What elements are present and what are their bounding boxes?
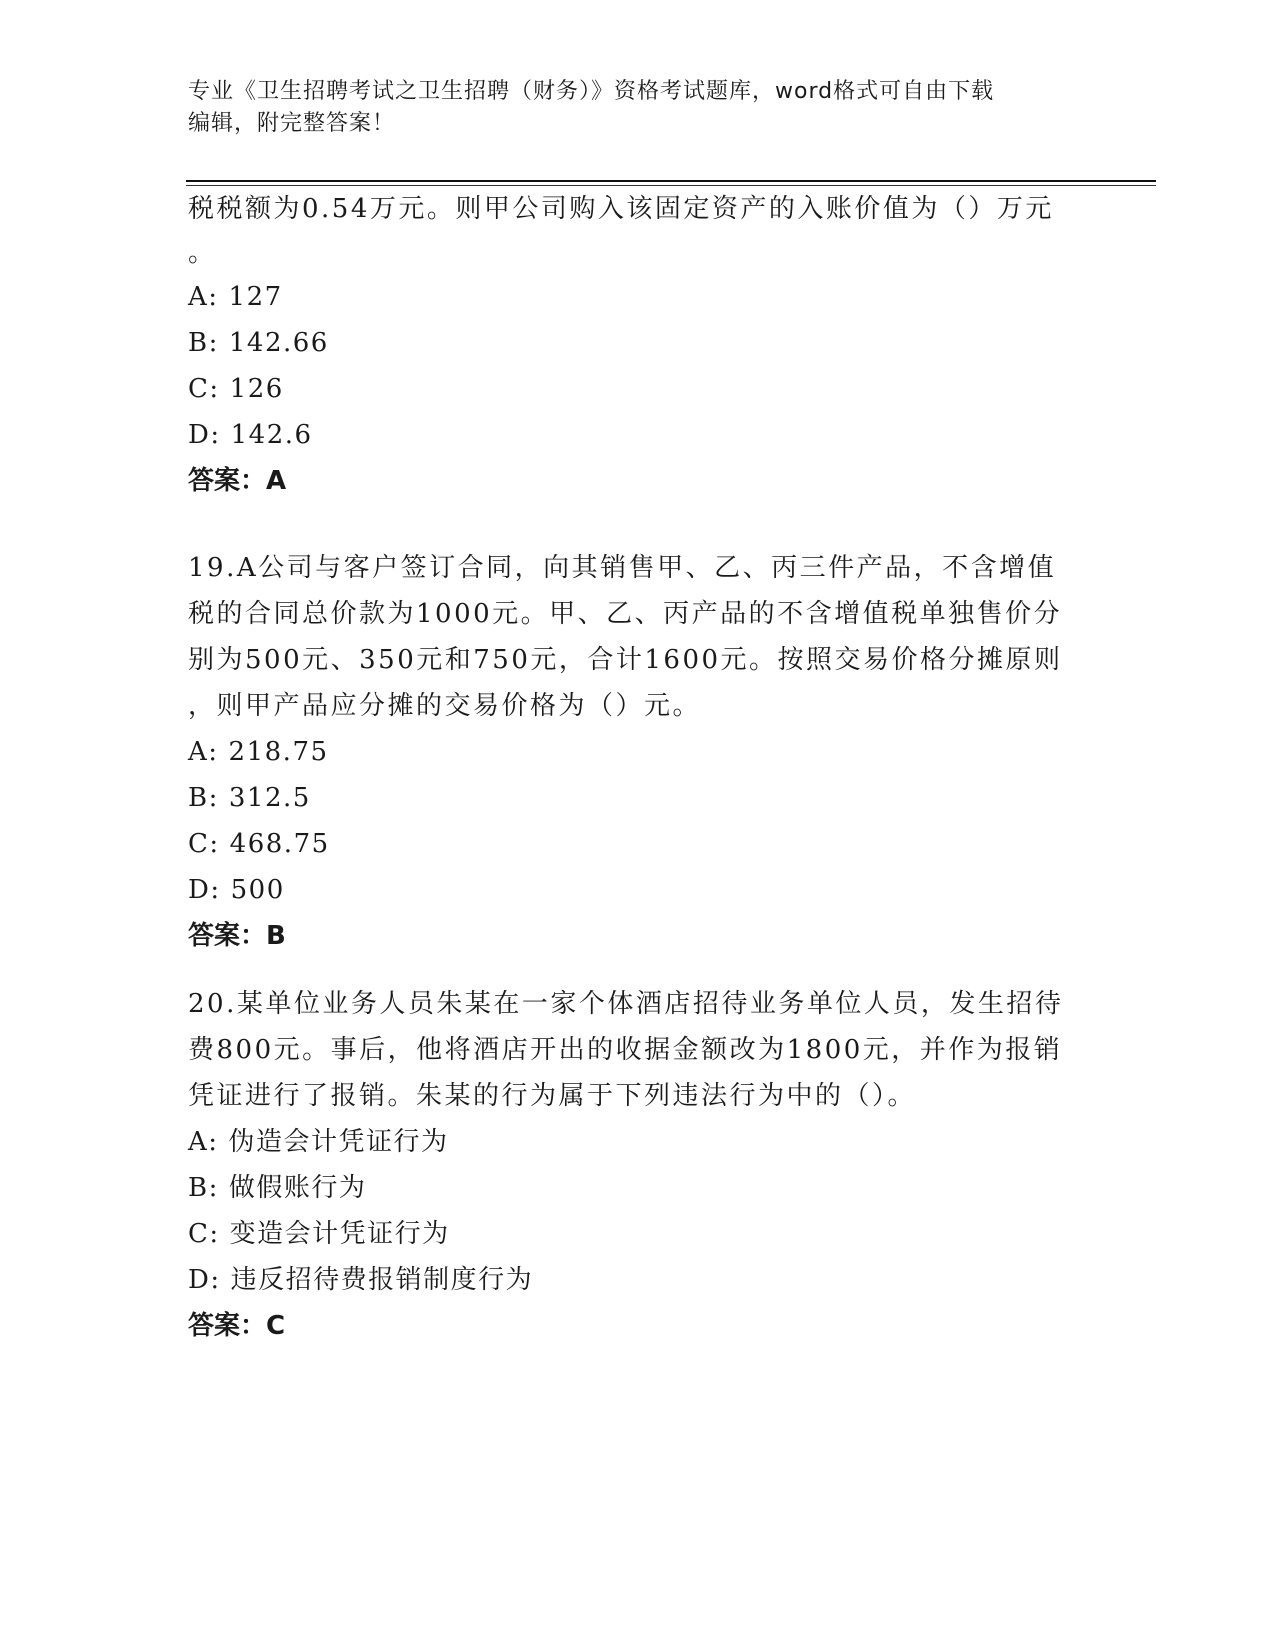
question-stem-line: 19.A公司与客户签订合同，向其销售甲、乙、丙三件产品，不含增值 [188,553,1057,583]
question-stem-line: 费800元。事后，他将酒店开出的收据金额改为1800元，并作为报销 [188,1035,1063,1065]
question-stem-line: 税的合同总价款为1000元。甲、乙、丙产品的不含增值税单独售价分 [188,599,1063,629]
option-a: A: 伪造会计凭证行为 [188,1127,449,1157]
option-a: A: 218.75 [188,737,329,767]
option-d: D: 500 [188,875,285,905]
option-c: C: 126 [188,374,284,404]
option-a: A: 127 [188,282,283,312]
question-stem-line: 凭证进行了报销。朱某的行为属于下列违法行为中的（）。 [188,1081,917,1111]
option-b: B: 142.66 [188,328,329,358]
question-stem-line: ，则甲产品应分摊的交易价格为（）元。 [188,691,702,721]
option-d: D: 违反招待费报销制度行为 [188,1265,534,1295]
header-divider-thick [186,180,1156,182]
answer-line: 答案：C [188,1311,286,1341]
option-d: D: 142.6 [188,420,313,450]
header-line-1: 专业《卫生招聘考试之卫生招聘（财务）》资格考试题库，word格式可自由下载 [188,79,995,104]
option-c: C: 变造会计凭证行为 [188,1219,450,1249]
question-18 [188,186,1088,504]
option-b: B: 做假账行为 [188,1173,367,1203]
answer-line: 答案：B [188,921,286,951]
question-19 [188,545,1088,959]
question-stem-line: 税税额为0.54万元。则甲公司购入该固定资产的入账价值为（）万元 [188,194,1054,224]
question-stem-line: 20.某单位业务人员朱某在一家个体酒店招待业务单位人员，发生招待 [188,989,1064,1019]
header-line-2: 编辑，附完整答案！ [188,111,396,136]
document-header [188,76,1068,140]
option-c: C: 468.75 [188,829,330,859]
question-20 [188,981,1088,1349]
question-stem-line: 。 [188,238,217,268]
answer-line: 答案：A [188,466,287,496]
option-b: B: 312.5 [188,783,311,813]
question-stem-line: 别为500元、350元和750元，合计1600元。按照交易价格分摊原则 [188,645,1063,675]
